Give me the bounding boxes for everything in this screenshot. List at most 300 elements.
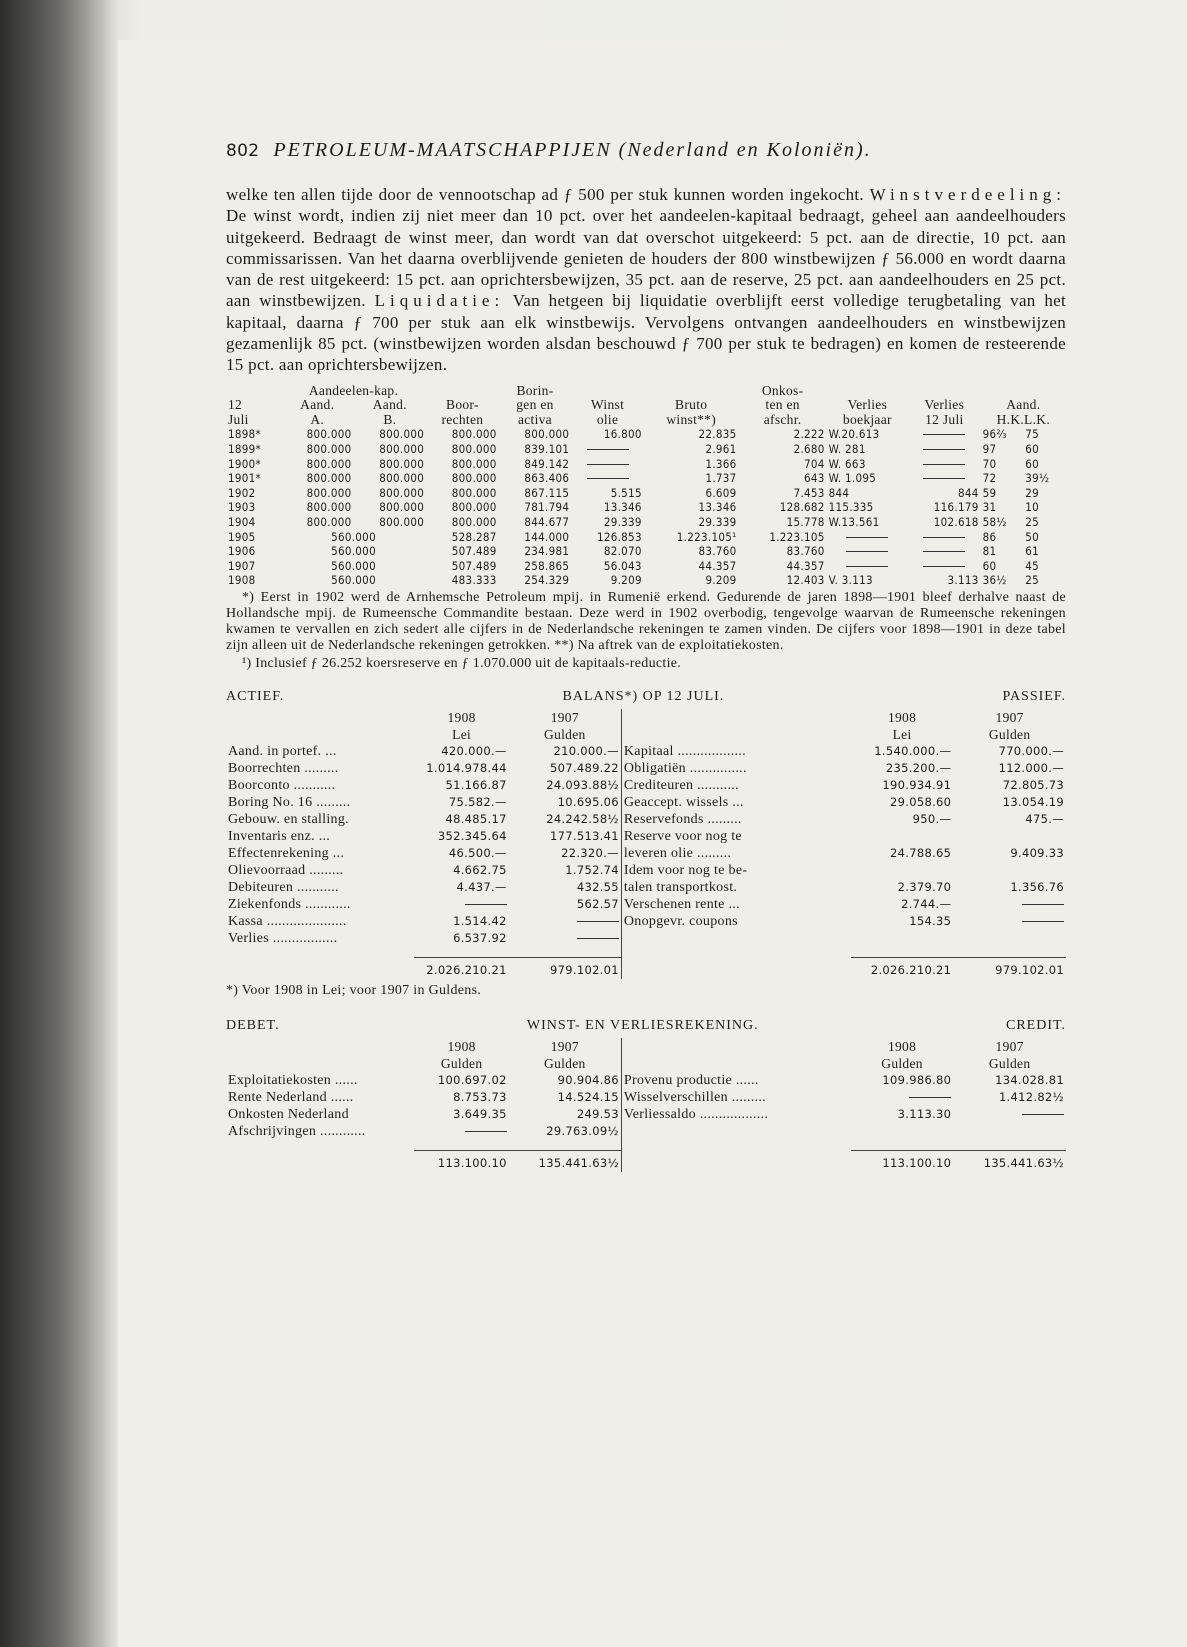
left-label-cell: Effectenrekening ... xyxy=(228,845,345,861)
activa-cell: 234.981 xyxy=(524,544,570,559)
header-olie: olie xyxy=(596,411,619,427)
right-value-1: 2.379.70 xyxy=(897,879,952,894)
header-winst: Winst xyxy=(590,397,625,413)
year-cell: 1906 xyxy=(228,544,256,559)
debet-title: DEBET. xyxy=(226,1017,280,1033)
year-cell: 1903 xyxy=(228,500,256,515)
empty-cell xyxy=(621,930,850,947)
verlies-juli-cell: 116.179 xyxy=(933,500,979,515)
dash-line xyxy=(923,464,965,465)
page-title: PETROLEUM-MAATSCHAPPIJEN (Nederland en Koloniën). xyxy=(273,139,872,161)
bruto-winst-cell: 13.346 xyxy=(698,500,737,515)
boorrechten-cell: 800.000 xyxy=(451,456,497,471)
year-cell: 1904 xyxy=(228,515,256,530)
left-value-1: 420.000.— xyxy=(441,743,507,758)
stats-row xyxy=(226,573,1066,588)
aand-a-cell: 800.000 xyxy=(306,471,352,486)
verlies-boekjaar-cell: W.20.613 xyxy=(828,427,880,442)
dash-line xyxy=(923,478,965,479)
stats-header-row-1 xyxy=(226,384,1066,399)
dash-cell xyxy=(827,544,908,559)
header-onkos: Onkos- xyxy=(761,382,804,398)
ledger-row xyxy=(226,1123,1066,1140)
header-aand-b: Aand. xyxy=(372,397,407,413)
year-header-left-2: 1907 xyxy=(550,1038,579,1054)
unit-header-left-2: Gulden xyxy=(544,1055,586,1071)
dash-cell xyxy=(953,896,1066,913)
right-label-cell: Geaccept. wissels ... xyxy=(621,794,850,811)
verlies-boekjaar-cell: 115.335 xyxy=(828,500,874,515)
aand-k-cell: 45 xyxy=(1025,558,1040,573)
right-value-2: 1.356.76 xyxy=(1010,879,1064,894)
verlies-boekjaar-cell: W. 281 xyxy=(828,442,866,457)
aand-k-cell: 60 xyxy=(1025,442,1040,457)
spacer-cell xyxy=(621,947,850,958)
aand-k-cell: 10 xyxy=(1025,500,1040,515)
winst-olie-cell: 16.800 xyxy=(603,427,642,442)
spacer-cell xyxy=(414,1140,508,1151)
year-cell: 1899* xyxy=(228,442,261,457)
left-value-1: 75.582.— xyxy=(448,794,507,809)
activa-cell: 863.406 xyxy=(524,471,570,486)
dash-cell xyxy=(827,559,908,574)
left-value-2: 177.513.41 xyxy=(550,828,619,843)
spacer-cell xyxy=(851,1140,953,1151)
statistics-table xyxy=(226,384,1066,588)
year-header-right-2: 1907 xyxy=(995,709,1024,725)
verlies-boekjaar-cell: W. 1.095 xyxy=(828,471,877,486)
year-header-right-1: 1908 xyxy=(887,709,917,725)
unit-header-right-2: Gulden xyxy=(988,1055,1031,1071)
header-aandeelen-kap: Aandeelen-kap. xyxy=(308,382,399,398)
boorrechten-cell: 507.489 xyxy=(451,558,497,573)
activa-cell: 844.677 xyxy=(524,515,570,530)
right-value-2: 1.412.82½ xyxy=(998,1089,1064,1104)
spacer-cell xyxy=(621,726,850,743)
right-value-1: 109.986.80 xyxy=(882,1072,952,1087)
onkosten-cell: 2.680 xyxy=(793,442,825,457)
spacer-cell xyxy=(621,1055,850,1072)
right-label-cell: Kapitaal .................. xyxy=(621,743,850,760)
onkosten-cell: 128.682 xyxy=(779,500,825,515)
bruto-winst-cell: 22.835 xyxy=(698,427,737,442)
total-left-2: 979.102.01 xyxy=(509,957,622,979)
verlies-boekjaar-cell: V. 3.113 xyxy=(828,573,873,588)
verlies-boekjaar-cell: W.13.561 xyxy=(828,515,880,530)
year-cell: 1902 xyxy=(228,485,256,500)
year-cell: 1898* xyxy=(228,427,261,442)
right-value-2: 112.000.— xyxy=(998,760,1064,775)
dash-cell xyxy=(908,457,981,472)
dash-line xyxy=(923,434,965,435)
aand-kap-merged-cell: 560.000 xyxy=(331,573,376,588)
spacer-cell xyxy=(953,947,1066,958)
unit-header-right-1: Gulden xyxy=(881,1055,923,1071)
aand-k-cell: 61 xyxy=(1025,544,1040,559)
header-boekjaar: boekjaar xyxy=(842,411,892,427)
onkosten-cell: 1.223.105 xyxy=(769,529,825,544)
header-verlies-1: Verlies xyxy=(847,397,888,413)
aand-a-cell: 800.000 xyxy=(306,427,352,442)
aand-b-cell: 800.000 xyxy=(379,485,425,500)
dash-line xyxy=(465,904,507,905)
right-value-1: 190.934.91 xyxy=(882,777,952,792)
aand-h-cell: 81 xyxy=(982,544,997,559)
winst-olie-cell: 126.853 xyxy=(596,529,642,544)
onkosten-cell: 7.453 xyxy=(793,485,825,500)
aand-b-cell: 800.000 xyxy=(379,442,425,457)
winst-title: WINST- EN VERLIESREKENING. xyxy=(526,1017,759,1033)
header-verlies-2: Verlies xyxy=(924,397,965,413)
left-label-cell: Kassa ..................... xyxy=(228,913,347,929)
footnote-2: ¹) Inclusief ƒ 26.252 koersreserve en ƒ 1.070.000 uit de kapitaals-reductie. xyxy=(242,655,682,671)
aand-k-cell: 25 xyxy=(1025,515,1040,530)
dash-line xyxy=(465,1131,507,1132)
aand-b-cell: 800.000 xyxy=(379,456,425,471)
aand-a-cell: 800.000 xyxy=(306,500,352,515)
boorrechten-cell: 528.287 xyxy=(451,529,497,544)
left-value-1: 3.649.35 xyxy=(453,1106,507,1121)
page-content xyxy=(226,140,1066,1172)
header-boor: Boor- xyxy=(446,397,479,413)
right-value-1: 2.744.— xyxy=(901,896,952,911)
ledger-row xyxy=(226,1072,1066,1089)
dash-cell xyxy=(908,530,981,545)
aand-h-cell: 70 xyxy=(982,456,997,471)
aand-kap-merged-cell: 560.000 xyxy=(331,558,376,573)
year-cell: 1908 xyxy=(228,573,256,588)
right-label-cell: Verliessaldo .................. xyxy=(621,1106,850,1123)
stats-header-row-2 xyxy=(226,398,1066,413)
unit-header-right-1: Lei xyxy=(892,726,912,742)
aand-kap-merged-cell: 560.000 xyxy=(331,544,376,559)
right-label-cell: Provenu productie ...... xyxy=(621,1072,850,1089)
spacer-cell xyxy=(226,709,414,726)
stats-row xyxy=(226,427,1066,442)
verlies-juli-cell: 844 xyxy=(957,485,979,500)
year-header-right-1: 1908 xyxy=(887,1038,917,1054)
left-value-2: 14.524.15 xyxy=(557,1089,619,1104)
empty-cell xyxy=(621,1123,850,1140)
ledger-row xyxy=(226,879,1066,896)
winst-table xyxy=(226,1038,1066,1172)
right-value-2: 475.— xyxy=(1025,811,1064,826)
activa-cell: 800.000 xyxy=(524,427,570,442)
right-value-1: 154.35 xyxy=(909,913,952,928)
aand-k-cell: 75 xyxy=(1025,427,1040,442)
dash-cell xyxy=(827,530,908,545)
spacer-cell xyxy=(851,947,953,958)
dash-cell xyxy=(908,427,981,442)
spacer-row xyxy=(226,947,1066,958)
winst-olie-cell: 29.339 xyxy=(603,515,642,530)
right-value-1: 3.113.30 xyxy=(897,1106,952,1121)
aand-b-cell: 800.000 xyxy=(379,471,425,486)
header-genen: gen en xyxy=(516,397,554,413)
stats-row xyxy=(226,515,1066,530)
aand-h-cell: 59 xyxy=(982,485,997,500)
spacer-cell xyxy=(953,1140,1066,1151)
ledger-row xyxy=(226,845,1066,862)
year-header-left-2: 1907 xyxy=(550,709,579,725)
bruto-winst-cell: 83.760 xyxy=(698,544,737,559)
right-value-1: 1.540.000.— xyxy=(874,743,952,758)
left-label-cell: Rente Nederland ...... xyxy=(228,1089,354,1105)
balans-title-row xyxy=(226,686,1066,707)
total-left-1: 2.026.210.21 xyxy=(414,957,508,979)
year-cell: 1907 xyxy=(228,558,256,573)
ledger-row xyxy=(226,794,1066,811)
right-value-1: 235.200.— xyxy=(885,760,952,775)
right-label-cell: Onopgevr. coupons xyxy=(621,913,850,930)
left-value-2: 24.242.58½ xyxy=(546,811,619,826)
dash-line xyxy=(923,566,965,567)
aand-a-cell: 800.000 xyxy=(306,515,352,530)
dash-line xyxy=(577,921,619,922)
ledger-row xyxy=(226,760,1066,777)
dash-line xyxy=(577,938,619,939)
aand-h-cell: 72 xyxy=(982,471,997,486)
stats-row xyxy=(226,500,1066,515)
left-value-1: 1.014.978.44 xyxy=(426,760,507,775)
empty-cell xyxy=(953,1123,1066,1140)
left-label-cell: Gebouw. en stalling. xyxy=(228,811,349,827)
right-value-2: 9.409.33 xyxy=(1010,845,1064,860)
label-winstverdeeling: Winstverdeeling: xyxy=(869,185,1066,204)
left-label-cell: Inventaris enz. ... xyxy=(228,828,331,844)
empty-cell xyxy=(851,862,953,879)
dash-cell xyxy=(953,1106,1066,1123)
bruto-winst-cell: 44.357 xyxy=(698,558,737,573)
right-label-cell: Wisselverschillen ......... xyxy=(621,1089,850,1106)
spacer-cell xyxy=(621,709,850,726)
dash-cell xyxy=(571,442,644,457)
year-cell: 1900* xyxy=(228,456,261,471)
right-label-cell: Verschenen rente ... xyxy=(621,896,850,913)
left-value-1: 352.345.64 xyxy=(437,828,507,843)
dash-line xyxy=(909,1097,951,1098)
spacer-row xyxy=(226,1140,1066,1151)
header-a: A. xyxy=(310,411,325,427)
ledger-row xyxy=(226,896,1066,913)
ledger-row xyxy=(226,743,1066,760)
stats-header-row-3 xyxy=(226,413,1066,428)
total-right-1: 2.026.210.21 xyxy=(851,957,953,979)
stats-row xyxy=(226,559,1066,574)
spacer-cell xyxy=(414,947,508,958)
left-value-2: 90.904.86 xyxy=(557,1072,619,1087)
dash-line xyxy=(923,551,965,552)
right-label-cell: Obligatiën ............... xyxy=(621,760,850,777)
spacer-cell xyxy=(226,726,414,743)
aand-h-cell: 97 xyxy=(982,442,997,457)
left-value-1: 8.753.73 xyxy=(453,1089,507,1104)
unit-header-row xyxy=(226,726,1066,743)
left-label-cell: Olievoorraad ......... xyxy=(228,862,344,878)
label-liquidatie: Liquidatie: xyxy=(374,291,505,311)
ledger-row xyxy=(226,811,1066,828)
activa-cell: 144.000 xyxy=(524,529,570,544)
spacer-cell xyxy=(621,1150,850,1172)
dash-line xyxy=(1022,921,1064,922)
spacer-cell xyxy=(226,1055,414,1072)
total-right-2: 135.441.63½ xyxy=(953,1150,1066,1172)
aand-kap-merged-cell: 560.000 xyxy=(331,529,376,544)
aand-h-cell: 86 xyxy=(982,529,997,544)
winst-olie-cell: 9.209 xyxy=(610,573,642,588)
left-value-1: 6.537.92 xyxy=(453,930,507,945)
activa-cell: 258.865 xyxy=(524,558,570,573)
stats-row xyxy=(226,457,1066,472)
left-label-cell: Boorconto ........... xyxy=(228,777,336,793)
header-borin: Borin- xyxy=(516,382,554,398)
aand-a-cell: 800.000 xyxy=(306,456,352,471)
balans-table xyxy=(226,709,1066,979)
left-label-cell: Boorrechten ......... xyxy=(228,760,339,776)
bruto-winst-cell: 9.209 xyxy=(705,573,737,588)
unit-header-right-2: Gulden xyxy=(988,726,1031,742)
total-right-1: 113.100.10 xyxy=(851,1150,953,1172)
aand-k-cell: 25 xyxy=(1025,573,1040,588)
spacer-cell xyxy=(509,1140,622,1151)
left-label-cell: Afschrijvingen ............ xyxy=(228,1123,366,1139)
aand-k-cell: 60 xyxy=(1025,456,1040,471)
stats-row xyxy=(226,530,1066,545)
left-value-2: 29.763.09½ xyxy=(546,1123,619,1138)
winst-olie-cell: 56.043 xyxy=(603,558,642,573)
spacer-cell xyxy=(226,1038,414,1055)
verlies-boekjaar-cell: W. 663 xyxy=(828,456,866,471)
aand-b-cell: 800.000 xyxy=(379,515,425,530)
header-aand: Aand. xyxy=(1006,397,1041,413)
left-value-2: 562.57 xyxy=(576,896,619,911)
right-label-cell: Reserve voor nog te xyxy=(621,828,850,845)
boorrechten-cell: 800.000 xyxy=(451,471,497,486)
empty-cell xyxy=(953,930,1066,947)
unit-header-left-1: Lei xyxy=(452,726,472,742)
onkosten-cell: 704 xyxy=(804,456,825,471)
dash-cell xyxy=(414,1123,508,1140)
right-label-cell: Reservefonds ......... xyxy=(621,811,850,828)
ledger-row xyxy=(226,862,1066,879)
activa-cell: 781.794 xyxy=(524,500,570,515)
dash-cell xyxy=(414,896,508,913)
onkosten-cell: 83.760 xyxy=(786,544,825,559)
winst-olie-cell: 82.070 xyxy=(603,544,642,559)
left-value-1: 4.437.— xyxy=(456,879,507,894)
dash-cell xyxy=(509,913,622,930)
credit-title: CREDIT. xyxy=(1005,1017,1066,1033)
stats-row xyxy=(226,544,1066,559)
activa-cell: 254.329 xyxy=(524,573,570,588)
right-label-cell: Crediteuren ........... xyxy=(621,777,850,794)
actief-title: ACTIEF. xyxy=(226,688,285,704)
right-label-cell: leveren olie ......... xyxy=(621,845,850,862)
empty-cell xyxy=(851,1123,953,1140)
unit-header-left-2: Gulden xyxy=(544,726,586,742)
onkosten-cell: 643 xyxy=(804,471,825,486)
verlies-juli-cell: 3.113 xyxy=(947,573,979,588)
spacer-cell xyxy=(621,1038,850,1055)
left-value-1: 100.697.02 xyxy=(437,1072,507,1087)
spacer-cell xyxy=(509,947,622,958)
dash-cell xyxy=(851,1089,953,1106)
dash-cell xyxy=(953,913,1066,930)
year-header-left-1: 1908 xyxy=(447,1038,476,1054)
stats-row xyxy=(226,471,1066,486)
dash-line xyxy=(923,449,965,450)
ledger-row xyxy=(226,777,1066,794)
boorrechten-cell: 800.000 xyxy=(451,427,497,442)
right-value-2: 13.054.19 xyxy=(1002,794,1064,809)
dash-cell xyxy=(509,930,622,947)
right-label-cell: Idem voor nog te be- xyxy=(621,862,850,879)
header-winst-stars: winst**) xyxy=(666,411,717,427)
left-value-2: 432.55 xyxy=(576,879,619,894)
dash-cell xyxy=(571,457,644,472)
right-value-2: 72.805.73 xyxy=(1002,777,1064,792)
ledger-row xyxy=(226,828,1066,845)
dash-cell xyxy=(908,559,981,574)
left-label-cell: Onkosten Nederland xyxy=(228,1106,349,1122)
balans-footnote: *) Voor 1908 in Lei; voor 1907 in Guldens. xyxy=(226,982,482,998)
dash-line xyxy=(923,537,965,538)
unit-header-row xyxy=(226,1055,1066,1072)
page-number: 802 xyxy=(226,141,260,161)
bruto-winst-cell: 2.961 xyxy=(705,442,737,457)
balans-title: BALANS*) OP 12 JULI. xyxy=(562,688,725,704)
boorrechten-cell: 800.000 xyxy=(451,515,497,530)
ledger-row xyxy=(226,1106,1066,1123)
footnote-1: *) Eerst in 1902 werd de Arnhemsche Petroleum mpij. in Rumenië erkend. Gedurende de jaren 1898—1901 bleef derhalve naast de Hollandsche mpij. de Rumeensche Commandite bestaan. Deze werd in 1902 overbodig, tengevolge waarvan de Rumeensche rekeningen kwamen te vervallen en zich sedert alle cijfers in de Nederlandsche rekeningen te zamen vinden. De cijfers voor 1898—1901 in deze tabel zijn alleen uit de Nederlandsche rekeningen getrokken. **) Na aftrek van de exploitatiekosten. xyxy=(226,589,1066,653)
bruto-winst-cell: 1.223.105¹ xyxy=(676,529,737,544)
activa-cell: 849.142 xyxy=(524,456,570,471)
ledger-row xyxy=(226,1089,1066,1106)
left-value-2: 22.320.— xyxy=(561,845,619,860)
dash-line xyxy=(587,478,629,479)
year-header-left-1: 1908 xyxy=(447,709,476,725)
onkosten-cell: 15.778 xyxy=(786,515,825,530)
dash-line xyxy=(846,537,888,538)
header-tenen: ten en xyxy=(765,397,800,413)
verlies-juli-cell: 102.618 xyxy=(933,515,979,530)
spacer-cell xyxy=(226,1150,414,1172)
bruto-winst-cell: 29.339 xyxy=(698,515,737,530)
aand-a-cell: 800.000 xyxy=(306,442,352,457)
left-value-1: 1.514.42 xyxy=(453,913,507,928)
aand-b-cell: 800.000 xyxy=(379,500,425,515)
left-label-cell: Aand. in portef. ... xyxy=(228,743,337,759)
header-activa: activa xyxy=(517,411,552,427)
left-value-1: 46.500.— xyxy=(448,845,507,860)
spacer-cell xyxy=(226,1140,414,1151)
year-header-right-2: 1907 xyxy=(995,1038,1024,1054)
spacer-cell xyxy=(226,957,414,979)
header-bruto: Bruto xyxy=(675,397,708,413)
left-label-cell: Ziekenfonds ............ xyxy=(228,896,351,912)
dash-line xyxy=(587,464,629,465)
right-value-1: 29.058.60 xyxy=(890,794,952,809)
boorrechten-cell: 800.000 xyxy=(451,485,497,500)
dash-cell xyxy=(908,471,981,486)
left-value-2: 507.489.22 xyxy=(550,760,619,775)
activa-cell: 867.115 xyxy=(524,485,570,500)
body-text-2: De winst wordt, indien zij niet meer dan 10 pct. over het aandeelen-kapitaal bedraagt, geheel aan aandeelhouders uitgekeerd. Bedraagt de winst meer, dan wordt van dat overschot uitgekeerd: 5 pct. aan de directie, 10 pct. aan commissarissen. Van het daarna overblijvende genieten de houders der 800 winstbewijzen ƒ 56.000 en wordt daarna van de rest uitgekeerd: 15 pct. aan oprichtersbewijzen, 35 pct. aan de reserve, 25 pct. aan aandeelhouders en 25 pct. aan winstbewijzen. xyxy=(226,206,1066,311)
bruto-winst-cell: 1.737 xyxy=(705,471,737,486)
running-head xyxy=(226,140,1066,162)
right-value-1: 24.788.65 xyxy=(890,845,952,860)
dash-line xyxy=(846,551,888,552)
